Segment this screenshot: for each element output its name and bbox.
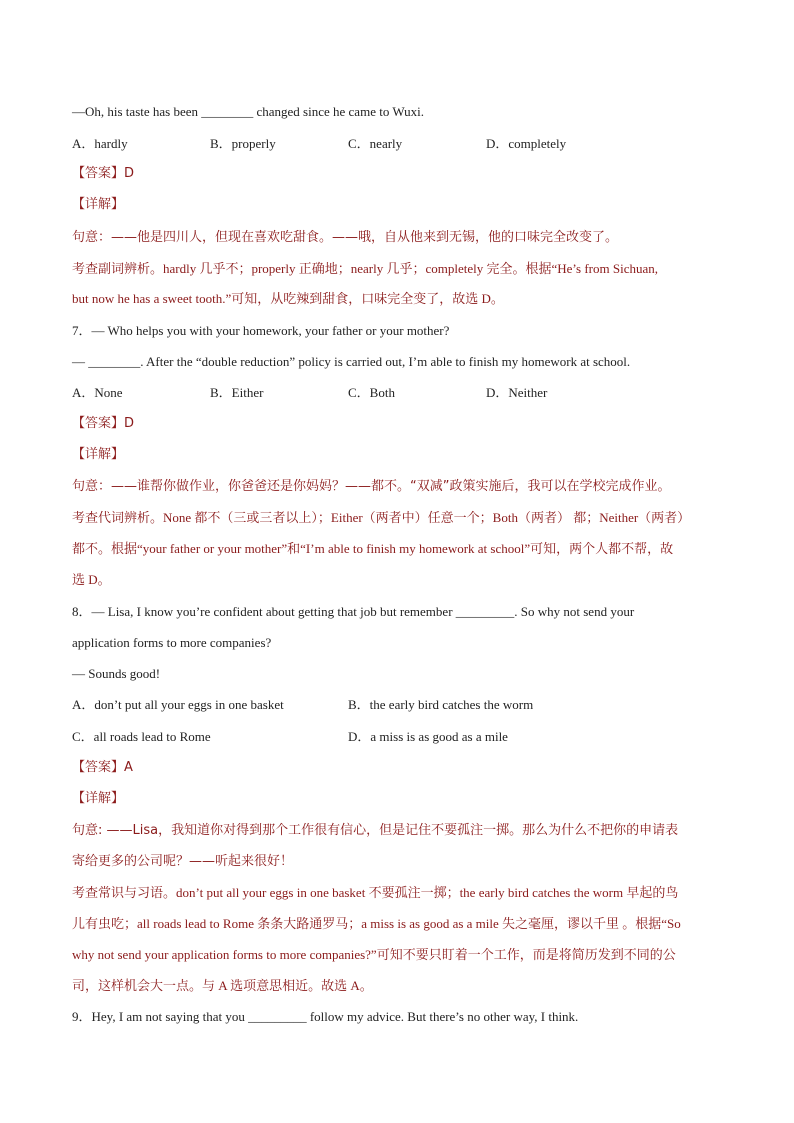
q6-analysis-line-1: 考查副词辨析。hardly 几乎不；properly 正确地；nearly 几乎；completely 完全。根据“He’s from Sichuan, bbox=[72, 261, 658, 276]
q8-option-d: D．a miss is as good as a mile bbox=[348, 729, 508, 744]
q8-prompt-line-1: 8．— Lisa, I know you’re confident about getting that job but remember _________. So why not send your bbox=[72, 604, 635, 619]
q7-meaning: 句意：——谁帮你做作业，你爸爸还是你妈妈？——都不。“双减”政策实施后，我可以在学校完成作业。 bbox=[72, 479, 671, 494]
q8-analysis-line-1: 考查常识与习语。don’t put all your eggs in one basket 不要孤注一掷；the early bird catches the worm 早起的鸟 bbox=[72, 885, 679, 900]
q8-option-c: C．all roads lead to Rome bbox=[72, 729, 211, 744]
q8-option-b: B．the early bird catches the worm bbox=[348, 697, 534, 712]
q8-analysis-line-4: 司，这样机会大一点。与 A 选项意思相近。故选 A。 bbox=[72, 978, 373, 993]
q8-meaning-line-1: 句意: ——Lisa，我知道你对得到那个工作很有信心，但是记住不要孤注一掷。那么为什么不把你的申请表 bbox=[72, 823, 679, 838]
q8-prompt-line-2: application forms to more companies? bbox=[72, 635, 272, 650]
q8-prompt-line-3: — Sounds good! bbox=[72, 666, 161, 681]
q8-detail-label: 【详解】 bbox=[72, 791, 125, 806]
q6-option-b: B．properly bbox=[210, 136, 276, 151]
q8-meaning-line-2: 寄给更多的公司呢？——听起来很好！ bbox=[72, 854, 294, 869]
q7-option-d: D．Neither bbox=[486, 385, 548, 400]
q7-option-b: B．Either bbox=[210, 385, 264, 400]
q7-option-a: A．None bbox=[72, 385, 123, 400]
q7-detail-label: 【详解】 bbox=[72, 447, 125, 462]
q6-meaning: 句意：——他是四川人，但现在喜欢吃甜食。——哦，自从他来到无锡，他的口味完全改变了。 bbox=[72, 230, 619, 245]
q7-analysis-line-3: 选 D。 bbox=[72, 572, 111, 587]
q6-analysis-line-2: but now he has a sweet tooth.”可知，从吃辣到甜食，口味完全变了，故选 D。 bbox=[72, 291, 504, 306]
q9-prompt: 9．Hey, I am not saying that you _________ follow my advice. But there’s no other way, I think. bbox=[72, 1009, 579, 1024]
q6-prompt: —Oh, his taste has been ________ changed since he came to Wuxi. bbox=[72, 104, 424, 119]
q8-analysis-line-2: 儿有虫吃；all roads lead to Rome 条条大路通罗马；a miss is as good as a mile 失之毫厘，谬以千里 。根据“So bbox=[72, 916, 681, 931]
q6-option-d: D．completely bbox=[486, 136, 567, 151]
q6-answer: 【答案】D bbox=[72, 166, 135, 181]
q7-prompt-line-2: — ________. After the “double reduction” policy is carried out, I’m able to finish my homework at school. bbox=[72, 354, 631, 369]
q8-option-a: A．don’t put all your eggs in one basket bbox=[72, 697, 284, 712]
q7-option-c: C．Both bbox=[348, 385, 395, 400]
q6-option-a: A．hardly bbox=[72, 136, 128, 151]
q7-answer: 【答案】D bbox=[72, 416, 135, 431]
q7-analysis-line-1: 考查代词辨析。None 都不（三或三者以上）；Either（两者中）任意一个；Both（两者） 都；Neither（两者） bbox=[72, 510, 691, 525]
q6-option-c: C．nearly bbox=[348, 136, 403, 151]
q8-analysis-line-3: why not send your application forms to more companies?”可知不要只盯着一个工作，而是将简历发到不同的公 bbox=[72, 947, 676, 962]
q7-analysis-line-2: 都不。根据“your father or your mother”和“I’m able to finish my homework at school”可知，两个人都不帮，故 bbox=[72, 541, 674, 556]
q6-detail-label: 【详解】 bbox=[72, 197, 125, 212]
q7-prompt-line-1: 7．— Who helps you with your homework, your father or your mother? bbox=[72, 323, 450, 338]
q8-answer: 【答案】A bbox=[72, 760, 133, 775]
